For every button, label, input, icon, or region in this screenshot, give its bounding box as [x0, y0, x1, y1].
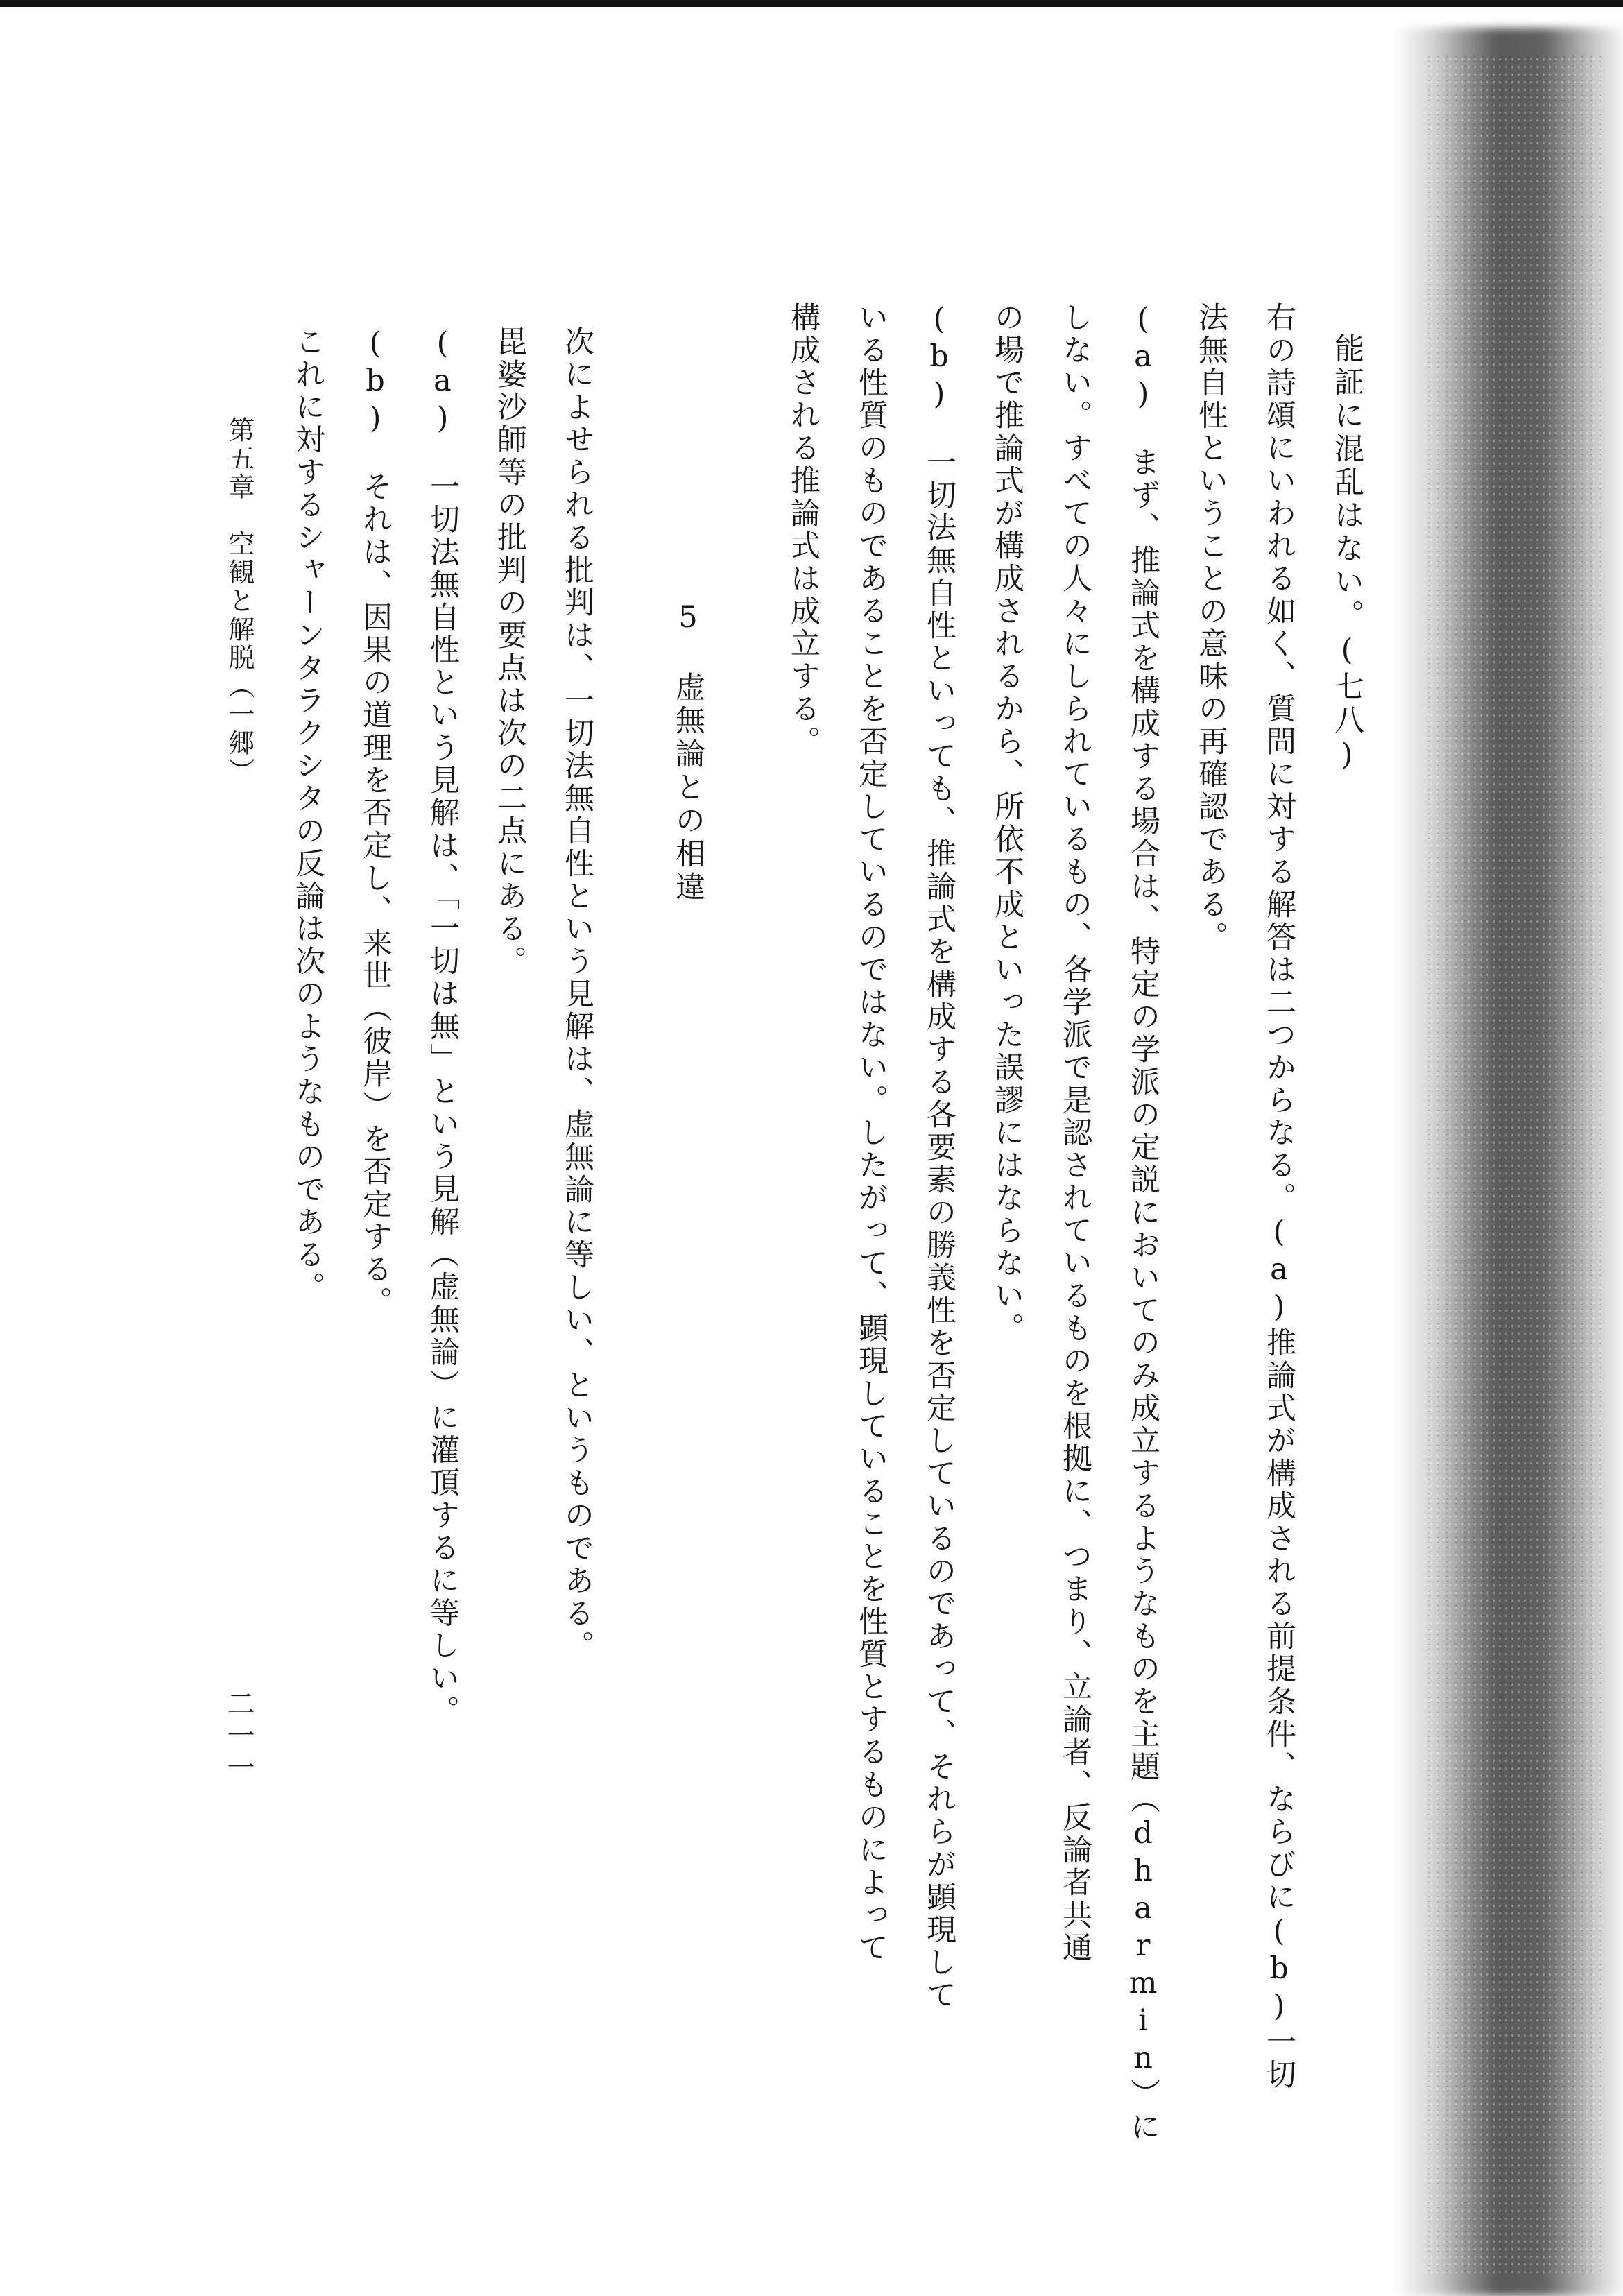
paragraph-line-7: いる性質のものであることを否定しているのではない。したがって、顕現していることを性質とするものによって	[854, 302, 888, 1964]
paragraph-line-12: (b) それは、因果の道理を否定し、来世（彼岸）を否定する。	[358, 326, 393, 1319]
paragraph-line-10: 毘婆沙師等の批判の要点は次の二点にある。	[492, 326, 527, 978]
paragraph-line-9: 次によせられる批判は、一切法無自性という見解は、虚無論に等しい、というものである。	[560, 326, 594, 1663]
section-heading: 5 虚無論との相違	[671, 600, 705, 905]
paragraph-line-3: (a) まず、推論式を構成する場合は、特定の学派の定説においてのみ成立するようなものを主題（dharmin）に	[1126, 302, 1160, 2143]
paragraph-line-13: これに対するシャーンタラクシタの反論は次のようなものである。	[291, 326, 325, 1304]
verse-heading: 能証に混乱はない。(七八)	[1330, 333, 1364, 776]
paragraph-line-5: の場で推論式が構成されるから、所依不成といった誤謬にはならない。	[990, 302, 1024, 1345]
paragraph-line-8: 構成される推論式は成立する。	[786, 302, 821, 758]
page-number: 二一一	[223, 1689, 255, 1785]
running-head: 第五章 空観と解脱（一郷）	[224, 416, 255, 786]
paragraph-line-11: (a) 一切法無自性という見解は、「一切は無」という見解（虚無論）に灌頂するに等しい。	[425, 326, 460, 1728]
paragraph-line-2: 法無自性ということの意味の再確認である。	[1194, 302, 1228, 954]
paragraph-line-1: 右の詩頌にいわれる如く、質問に対する解答は二つからなる。(a)推論式が構成される前提条件、ならびに(b)一切	[1262, 302, 1296, 2091]
paragraph-line-4: しない。すべての人々にしられているもの、各学派で是認されているものを根拠に、つまり、立論者、反論者共通	[1058, 302, 1092, 1964]
paragraph-line-6: (b) 一切法無自性といっても、推論式を構成する各要素の勝義性を否定しているのであって、それらが顕現して	[922, 302, 956, 2012]
